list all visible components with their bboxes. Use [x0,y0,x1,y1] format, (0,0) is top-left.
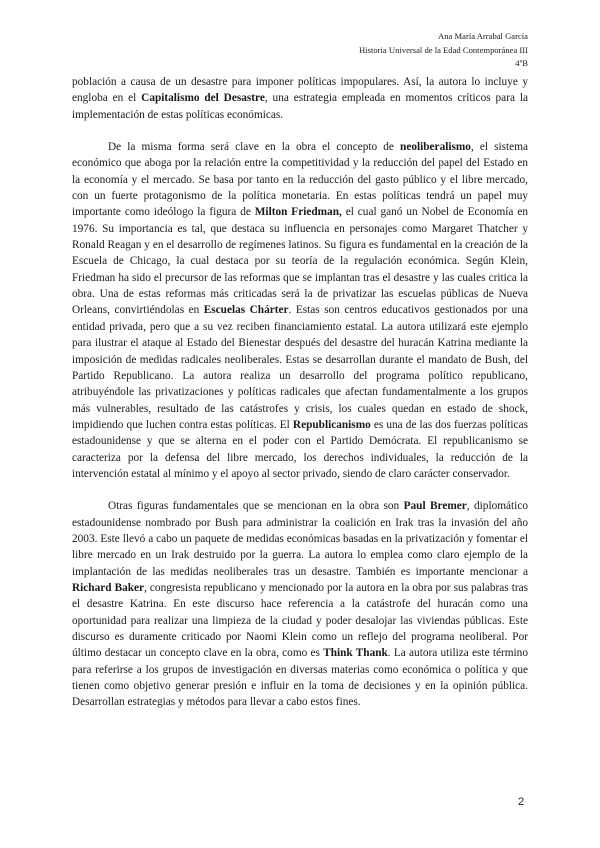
text-run: población a causa de un desastre para imponer políticas impopulares. Así, la autora lo incluye y engloba en el [72,76,528,105]
text-run: , una estrategia empleada en momentos críticos para la implementación de estas políticas económicas. [72,92,528,121]
text-run: Otras figuras fundamentales que se mencionan en la obra son [108,500,404,513]
bold-term: Capitalismo del Desastre [141,92,265,105]
document-body [72,74,528,727]
paragraph-1 [72,74,528,123]
header-group: 4ºB [515,58,528,68]
bold-term: Escuelas Chárter [203,304,289,317]
bold-term: Paul Bremer [403,500,467,513]
bold-term: Milton Friedman, [254,206,342,219]
text-run: es una de las dos fuerzas políticas estadounidense y que se alterna en el poder con el Partido Demócrata. El republicanismo se caracteriza por la defensa del libre mercado, los derechos individuales, la reducción de la intervención estatal al mínimo y el apoyo al sector privado, siendo de claro carácter conservador. [72,418,528,480]
text-run: , congresista republicano y mencionado por la autora en la obra por sus palabras tras el desastre Katrina. En este discurso hace referencia a la catástrofe del huracán como una oportunidad para realizar una limpieza de la ciudad y poder desalojar las viviendas públicas. Este discurso es duramente criticado por Naomi Klein como un reflejo del programa neoliberal. Por último destacar un concepto clave en la obra, como es [72,581,528,660]
text-run: , el sistema económico que aboga por la relación entre la competitividad y la reducción del papel del Estado en la economía y el mercado. Se basa por tanto en la reducción del gasto público y el libre mercado, con un fuerte protagonismo de la política monetaria. En estas políticas tendrá un papel muy importante como ideólogo la figura de [72,141,528,219]
page-header [359,30,528,71]
page-number: 2 [518,796,525,808]
text-run: . La autora utiliza este término para referirse a los grupos de investigación en diversas materias como económica o política y que tienen como objetivo generar presión e influir en la toma de decisiones y en la opinión pública. Desarrollan estrategias y métodos para llevar a cabo estos fines. [72,647,528,709]
header-course: Historia Universal de la Edad Contemporánea III [359,44,528,55]
paragraph-2 [72,139,528,482]
header-author: Ana María Arrabal García [438,31,528,41]
bold-term: Republicanismo [292,418,371,431]
bold-term: Richard Baker [72,581,145,594]
paragraph-3 [72,498,528,710]
text-run: De la misma forma será clave en la obra el concepto de [108,141,401,154]
text-run: , diplomático estadounidense nombrado por Bush para administrar la coalición en Irak tras la invasión del año 2003. Este llevó a cabo un paquete de medidas económicas basadas en la privatización y fomentar el libre mercado en un Irak destruido por la guerra. La autora lo emplea como claro ejemplo de la implantación de las medidas neoliberales tras un desastre. También es importante mencionar a [72,500,528,578]
bold-term: Think Thank [323,647,388,660]
text-run: . Estas son centros educativos gestionados por una entidad privada, pero que a su vez reciben financiamiento estatal. La autora utilizará este ejemplo para ilustrar el ataque al Estado del Bienestar después del desastre del huracán Katrina mediante la imposición de medidas radicales neoliberales. Estas se desarrollan durante el mandato de Bush, del Partido Republicano. La autora realiza un desarrollo del programa político republicano, atribuyéndole las privatizaciones y políticas radicales que afectan fundamentalmente a los grupos más vulnerables, resultado de las catástrofes y crisis, los cuales quedan en estado de shock, impidiendo que luchen contra estas políticas. El [72,304,528,431]
bold-term: neoliberalismo [400,141,471,154]
text-run: el cual ganó un Nobel de Economía en 1976. Su importancia es tal, que destaca su influencia en personajes como Margaret Thatcher y Ronald Reagan y en el desarrollo de regímenes latinos. Su figura es fundamental en la creación de la Escuela de Chicago, la cual destaca por su teoría de la regulación económica. Según Klein, Friedman ha sido el precursor de las reformas que se implantan tras el desastre y las cuales critica la obra. Una de estas reformas más criticadas será la de privatizar las escuelas públicas de Nueva Orleans, convirtiéndolas en [72,206,528,317]
